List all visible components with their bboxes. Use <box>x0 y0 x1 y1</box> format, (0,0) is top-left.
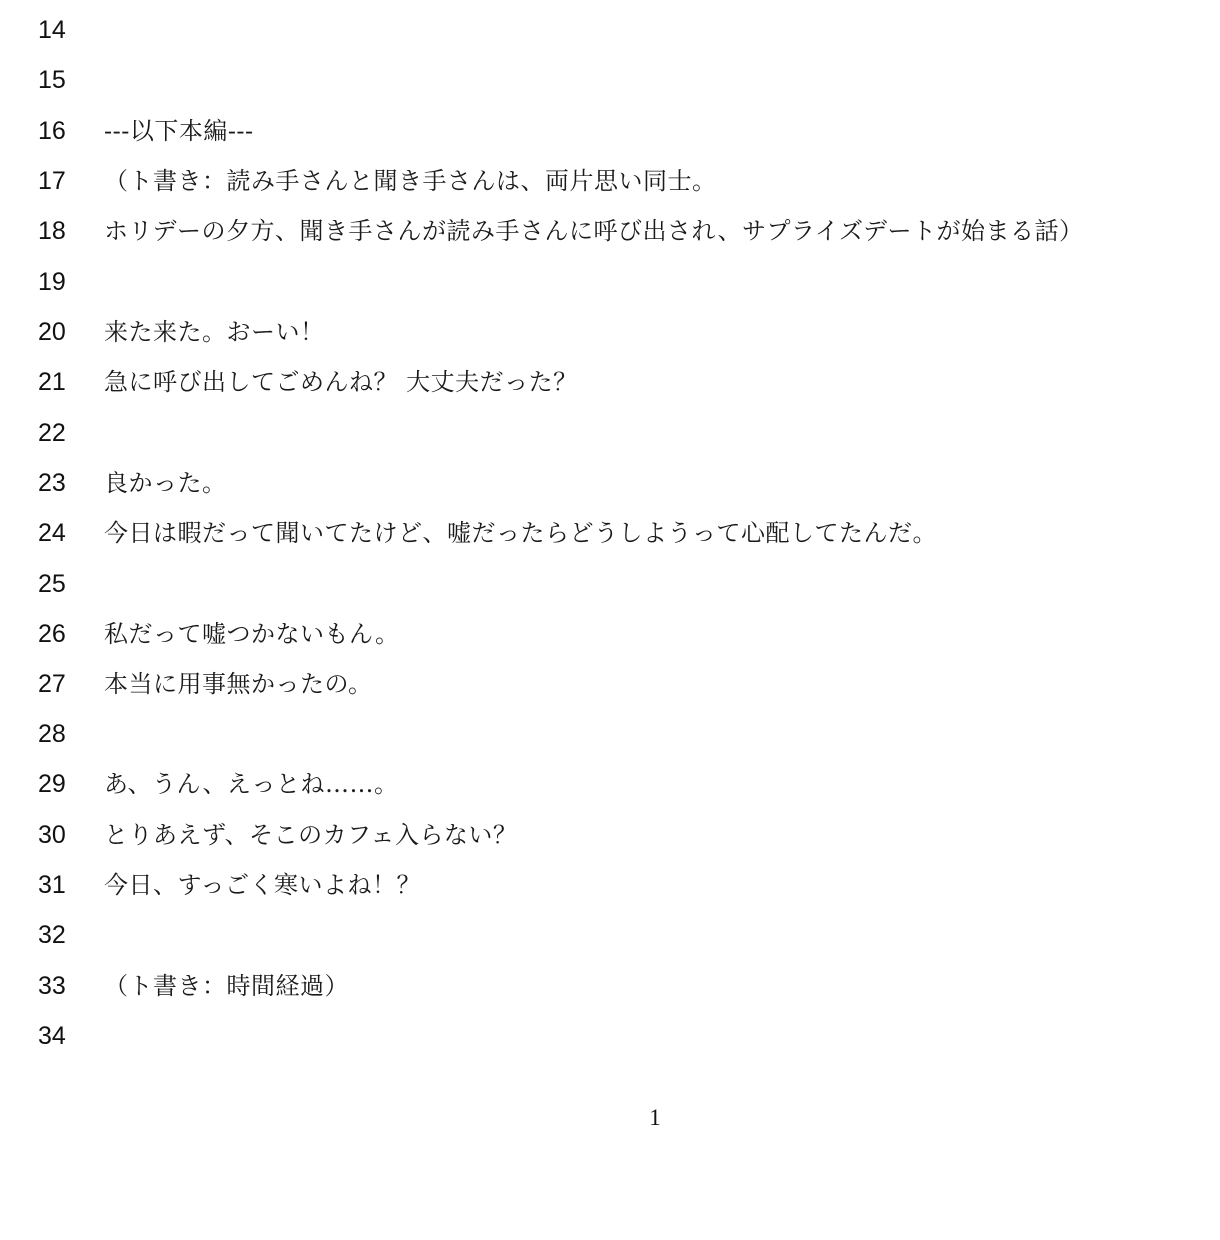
line-number: 19 <box>38 268 66 296</box>
line-number: 21 <box>38 368 66 396</box>
line-31 <box>0 870 1220 920</box>
line-number: 31 <box>38 871 66 899</box>
line-number: 32 <box>38 921 66 949</box>
line-27 <box>0 669 1220 719</box>
line-17 <box>0 166 1220 216</box>
line-text: 良かった。 <box>104 469 227 497</box>
line-33 <box>0 971 1220 1021</box>
line-32 <box>0 920 1220 970</box>
line-15 <box>0 65 1220 115</box>
line-28 <box>0 719 1220 769</box>
line-number: 17 <box>38 167 66 195</box>
line-number: 30 <box>38 821 66 849</box>
line-number: 18 <box>38 217 66 245</box>
line-19 <box>0 267 1220 317</box>
line-21 <box>0 367 1220 417</box>
line-text: 本当に用事無かったの。 <box>104 670 373 698</box>
line-number: 23 <box>38 469 66 497</box>
line-number: 26 <box>38 620 66 648</box>
line-34 <box>0 1021 1220 1071</box>
line-number: 15 <box>38 66 66 94</box>
line-30 <box>0 820 1220 870</box>
line-number: 25 <box>38 570 66 598</box>
line-number: 20 <box>38 318 66 346</box>
line-number: 14 <box>38 16 66 44</box>
line-25 <box>0 569 1220 619</box>
line-number: 28 <box>38 720 66 748</box>
line-text: （ト書き：読み手さんと聞き手さんは、両片思い同士。 <box>104 167 717 195</box>
line-text: 今日は暇だって聞いてたけど、嘘だったらどうしようって心配してたんだ。 <box>104 519 937 547</box>
line-text: 今日、すっごく寒いよね！？ <box>104 871 422 899</box>
line-text: あ、うん、えっとね……。 <box>104 770 399 798</box>
line-26 <box>0 619 1220 669</box>
line-number: 22 <box>38 419 66 447</box>
line-18 <box>0 216 1220 266</box>
line-text: 来た来た。おーい！ <box>104 318 325 346</box>
line-text: ---以下本編--- <box>104 117 254 145</box>
line-text: （ト書き：時間経過） <box>104 972 349 1000</box>
line-number: 16 <box>38 117 66 145</box>
line-number: 33 <box>38 972 66 1000</box>
line-number: 29 <box>38 770 66 798</box>
page-number: 1 <box>649 1105 661 1130</box>
line-number: 34 <box>38 1022 66 1050</box>
line-22 <box>0 418 1220 468</box>
line-23 <box>0 468 1220 518</box>
line-text: 急に呼び出してごめんね？ 大丈夫だった？ <box>104 368 578 396</box>
line-number: 24 <box>38 519 66 547</box>
line-20 <box>0 317 1220 367</box>
line-text: ホリデーの夕方、聞き手さんが読み手さんに呼び出され、サプライズデートが始まる話） <box>104 217 1084 245</box>
line-16 <box>0 116 1220 166</box>
line-14 <box>0 15 1220 65</box>
line-29 <box>0 769 1220 819</box>
line-text: 私だって嘘つかないもん。 <box>104 620 400 648</box>
line-number: 27 <box>38 670 66 698</box>
line-text: とりあえず、そこのカフェ入らない？ <box>104 821 518 849</box>
line-24 <box>0 518 1220 568</box>
